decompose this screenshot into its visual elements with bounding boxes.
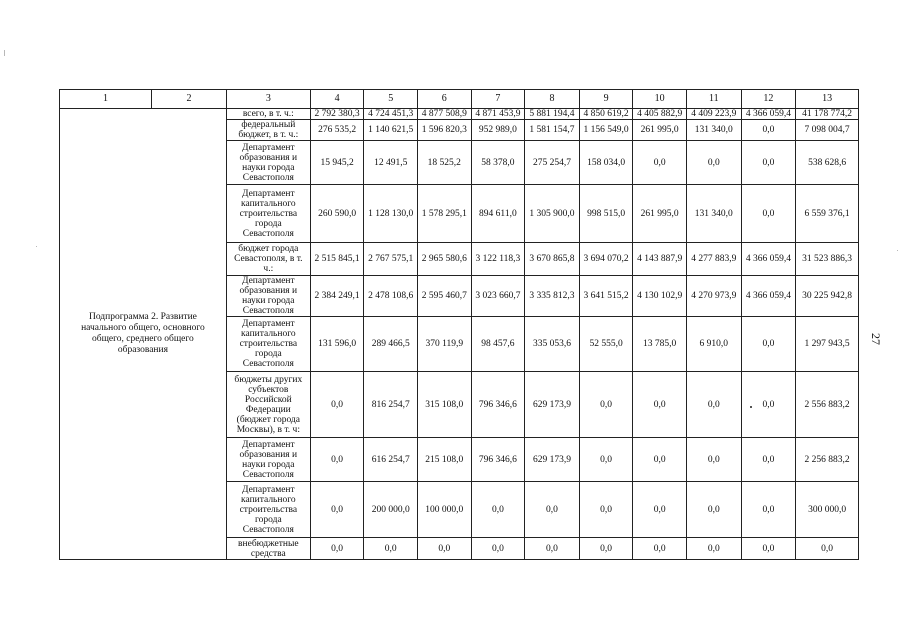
value-cell: 13 785,0	[633, 317, 687, 372]
value-cell: 7 098 004,7	[796, 120, 859, 141]
value-cell: 0,0	[310, 438, 364, 482]
column-header: 12	[741, 90, 796, 109]
value-cell: 0,0	[741, 482, 796, 538]
value-cell: 1 297 943,5	[796, 317, 859, 372]
value-cell: 998 515,0	[579, 185, 633, 243]
value-cell: 616 254,7	[364, 438, 418, 482]
value-cell: 261 995,0	[633, 185, 687, 243]
value-cell: 276 535,2	[310, 120, 364, 141]
value-cell: 3 694 070,2	[579, 243, 633, 276]
value-cell: 2 256 883,2	[796, 438, 859, 482]
value-cell: 0,0	[633, 482, 687, 538]
column-header: 11	[686, 90, 741, 109]
value-cell: 0,0	[310, 482, 364, 538]
column-header: 8	[525, 90, 580, 109]
row-label-cell: Департамент образования и науки города Севастополя	[226, 276, 310, 317]
column-header: 5	[364, 90, 418, 109]
value-cell: 3 023 660,7	[471, 276, 525, 317]
page-number: 27	[869, 333, 883, 345]
value-cell: 4 366 059,4	[741, 276, 796, 317]
value-cell: 1 596 820,3	[417, 120, 471, 141]
row-label-cell: Департамент образования и науки города Севастополя	[226, 141, 310, 185]
value-cell: 952 989,0	[471, 120, 525, 141]
value-cell: 629 173,9	[525, 372, 580, 438]
value-cell: 0,0	[741, 538, 796, 560]
row-label-cell: Департамент капитального строительства города Севастополя	[226, 482, 310, 538]
value-cell: 335 053,6	[525, 317, 580, 372]
value-cell: 18 525,2	[417, 141, 471, 185]
value-cell: 4 143 887,9	[633, 243, 687, 276]
value-cell: 0,0	[633, 438, 687, 482]
value-cell: 15 945,2	[310, 141, 364, 185]
column-header: 1	[60, 90, 152, 109]
value-cell: 4 850 619,2	[579, 109, 633, 120]
value-cell: 0,0	[741, 317, 796, 372]
value-cell: 131 596,0	[310, 317, 364, 372]
value-cell: 3 670 865,8	[525, 243, 580, 276]
value-cell: 0,0	[579, 438, 633, 482]
value-cell: 58 378,0	[471, 141, 525, 185]
value-cell: 300 000,0	[796, 482, 859, 538]
value-cell: 629 173,9	[525, 438, 580, 482]
value-cell: 2 767 575,1	[364, 243, 418, 276]
row-label-cell: Департамент образования и науки города Севастополя	[226, 438, 310, 482]
value-cell: 1 140 621,5	[364, 120, 418, 141]
value-cell: 4 277 883,9	[686, 243, 741, 276]
value-cell: 131 340,0	[686, 185, 741, 243]
value-cell: 4 409 223,9	[686, 109, 741, 120]
value-cell: 215 108,0	[417, 438, 471, 482]
value-cell: 2 556 883,2	[796, 372, 859, 438]
value-cell: 4 877 508,9	[417, 109, 471, 120]
value-cell: 796 346,6	[471, 372, 525, 438]
value-cell: 4 130 102,9	[633, 276, 687, 317]
value-cell: 261 995,0	[633, 120, 687, 141]
value-cell: 1 305 900,0	[525, 185, 580, 243]
row-label-cell: Департамент капитального строительства города Севастополя	[226, 185, 310, 243]
value-cell: 796 346,6	[471, 438, 525, 482]
value-cell: 275 254,7	[525, 141, 580, 185]
row-label-cell: внебюджетные средства	[226, 538, 310, 560]
value-cell: 2 515 845,1	[310, 243, 364, 276]
value-cell: 0,0	[633, 141, 687, 185]
scan-mark	[897, 250, 898, 251]
value-cell: 12 491,5	[364, 141, 418, 185]
value-cell: 0,0	[310, 372, 364, 438]
value-cell: 6 910,0	[686, 317, 741, 372]
value-cell: 260 590,0	[310, 185, 364, 243]
value-cell: 0,0	[471, 538, 525, 560]
value-cell: 2 792 380,3	[310, 109, 364, 120]
value-cell: 0,0	[579, 482, 633, 538]
value-cell: 5 881 194,4	[525, 109, 580, 120]
column-header: 3	[226, 90, 310, 109]
budget-table	[59, 89, 859, 560]
value-cell: 4 366 059,4	[741, 109, 796, 120]
header-row	[60, 90, 859, 109]
value-cell: 1 578 295,1	[417, 185, 471, 243]
value-cell: 2 478 108,6	[364, 276, 418, 317]
value-cell: 4 405 882,9	[633, 109, 687, 120]
value-cell: 0,0	[364, 538, 418, 560]
row-label-cell: бюджеты других субъектов Российской Федерации (бюджет города Москвы), в т. ч:	[226, 372, 310, 438]
value-cell: 289 466,5	[364, 317, 418, 372]
value-cell: 4 366 059,4	[741, 243, 796, 276]
value-cell: 30 225 942,8	[796, 276, 859, 317]
value-cell: 2 384 249,1	[310, 276, 364, 317]
column-header: 6	[417, 90, 471, 109]
value-cell: 894 611,0	[471, 185, 525, 243]
value-cell: 0,0	[741, 120, 796, 141]
value-cell: 315 108,0	[417, 372, 471, 438]
table-row	[60, 109, 859, 120]
value-cell: 4 724 451,3	[364, 109, 418, 120]
value-cell: 1 156 549,0	[579, 120, 633, 141]
value-cell: 0,0	[796, 538, 859, 560]
row-label-cell: всего, в т. ч.:	[226, 109, 310, 120]
column-header: 10	[633, 90, 687, 109]
column-header: 7	[471, 90, 525, 109]
value-cell: 200 000,0	[364, 482, 418, 538]
value-cell: 4 270 973,9	[686, 276, 741, 317]
value-cell: 0,0	[741, 185, 796, 243]
value-cell: 0,0	[525, 538, 580, 560]
value-cell: 3 122 118,3	[471, 243, 525, 276]
value-cell: 0,0	[686, 482, 741, 538]
value-cell: 0,0	[310, 538, 364, 560]
value-cell: 98 457,6	[471, 317, 525, 372]
value-cell: 0,0	[633, 538, 687, 560]
value-cell: 1 581 154,7	[525, 120, 580, 141]
value-cell: 0,0	[471, 482, 525, 538]
value-cell: 2 965 580,6	[417, 243, 471, 276]
value-cell: 370 119,9	[417, 317, 471, 372]
value-cell: 52 555,0	[579, 317, 633, 372]
value-cell: 4 871 453,9	[471, 109, 525, 120]
value-cell: 158 034,0	[579, 141, 633, 185]
value-cell: 3 641 515,2	[579, 276, 633, 317]
value-cell: 0,0	[686, 538, 741, 560]
row-label-cell: Департамент капитального строительства города Севастополя	[226, 317, 310, 372]
value-cell: 0,0	[741, 438, 796, 482]
value-cell: 0,0	[686, 372, 741, 438]
value-cell: 31 523 886,3	[796, 243, 859, 276]
column-header: 13	[796, 90, 859, 109]
value-cell: 1 128 130,0	[364, 185, 418, 243]
value-cell: 0,0	[633, 372, 687, 438]
value-cell: 0,0	[686, 141, 741, 185]
value-cell: 6 559 376,1	[796, 185, 859, 243]
value-cell: 0,0	[741, 141, 796, 185]
value-cell: 131 340,0	[686, 120, 741, 141]
value-cell: 0,0	[579, 538, 633, 560]
value-cell: 41 178 774,2	[796, 109, 859, 120]
scan-mark	[4, 50, 5, 56]
value-cell: 538 628,6	[796, 141, 859, 185]
value-cell: 0,0	[417, 538, 471, 560]
column-header: 4	[310, 90, 364, 109]
program-name-cell: Подпрограмма 2. Развитие начального общего, основного общего, среднего общего образования	[60, 109, 227, 560]
value-cell: 0,0	[525, 482, 580, 538]
row-label-cell: бюджет города Севастополя, в т. ч.:	[226, 243, 310, 276]
value-cell: 0,0	[686, 438, 741, 482]
value-cell: 3 335 812,3	[525, 276, 580, 317]
column-header: 9	[579, 90, 633, 109]
scan-mark	[36, 246, 37, 247]
value-cell: 0,0	[579, 372, 633, 438]
value-cell: 2 595 460,7	[417, 276, 471, 317]
row-label-cell: федеральный бюджет, в т. ч.:	[226, 120, 310, 141]
value-cell: 816 254,7	[364, 372, 418, 438]
column-header: 2	[152, 90, 227, 109]
value-cell: 0,0	[741, 372, 796, 438]
value-cell: 100 000,0	[417, 482, 471, 538]
